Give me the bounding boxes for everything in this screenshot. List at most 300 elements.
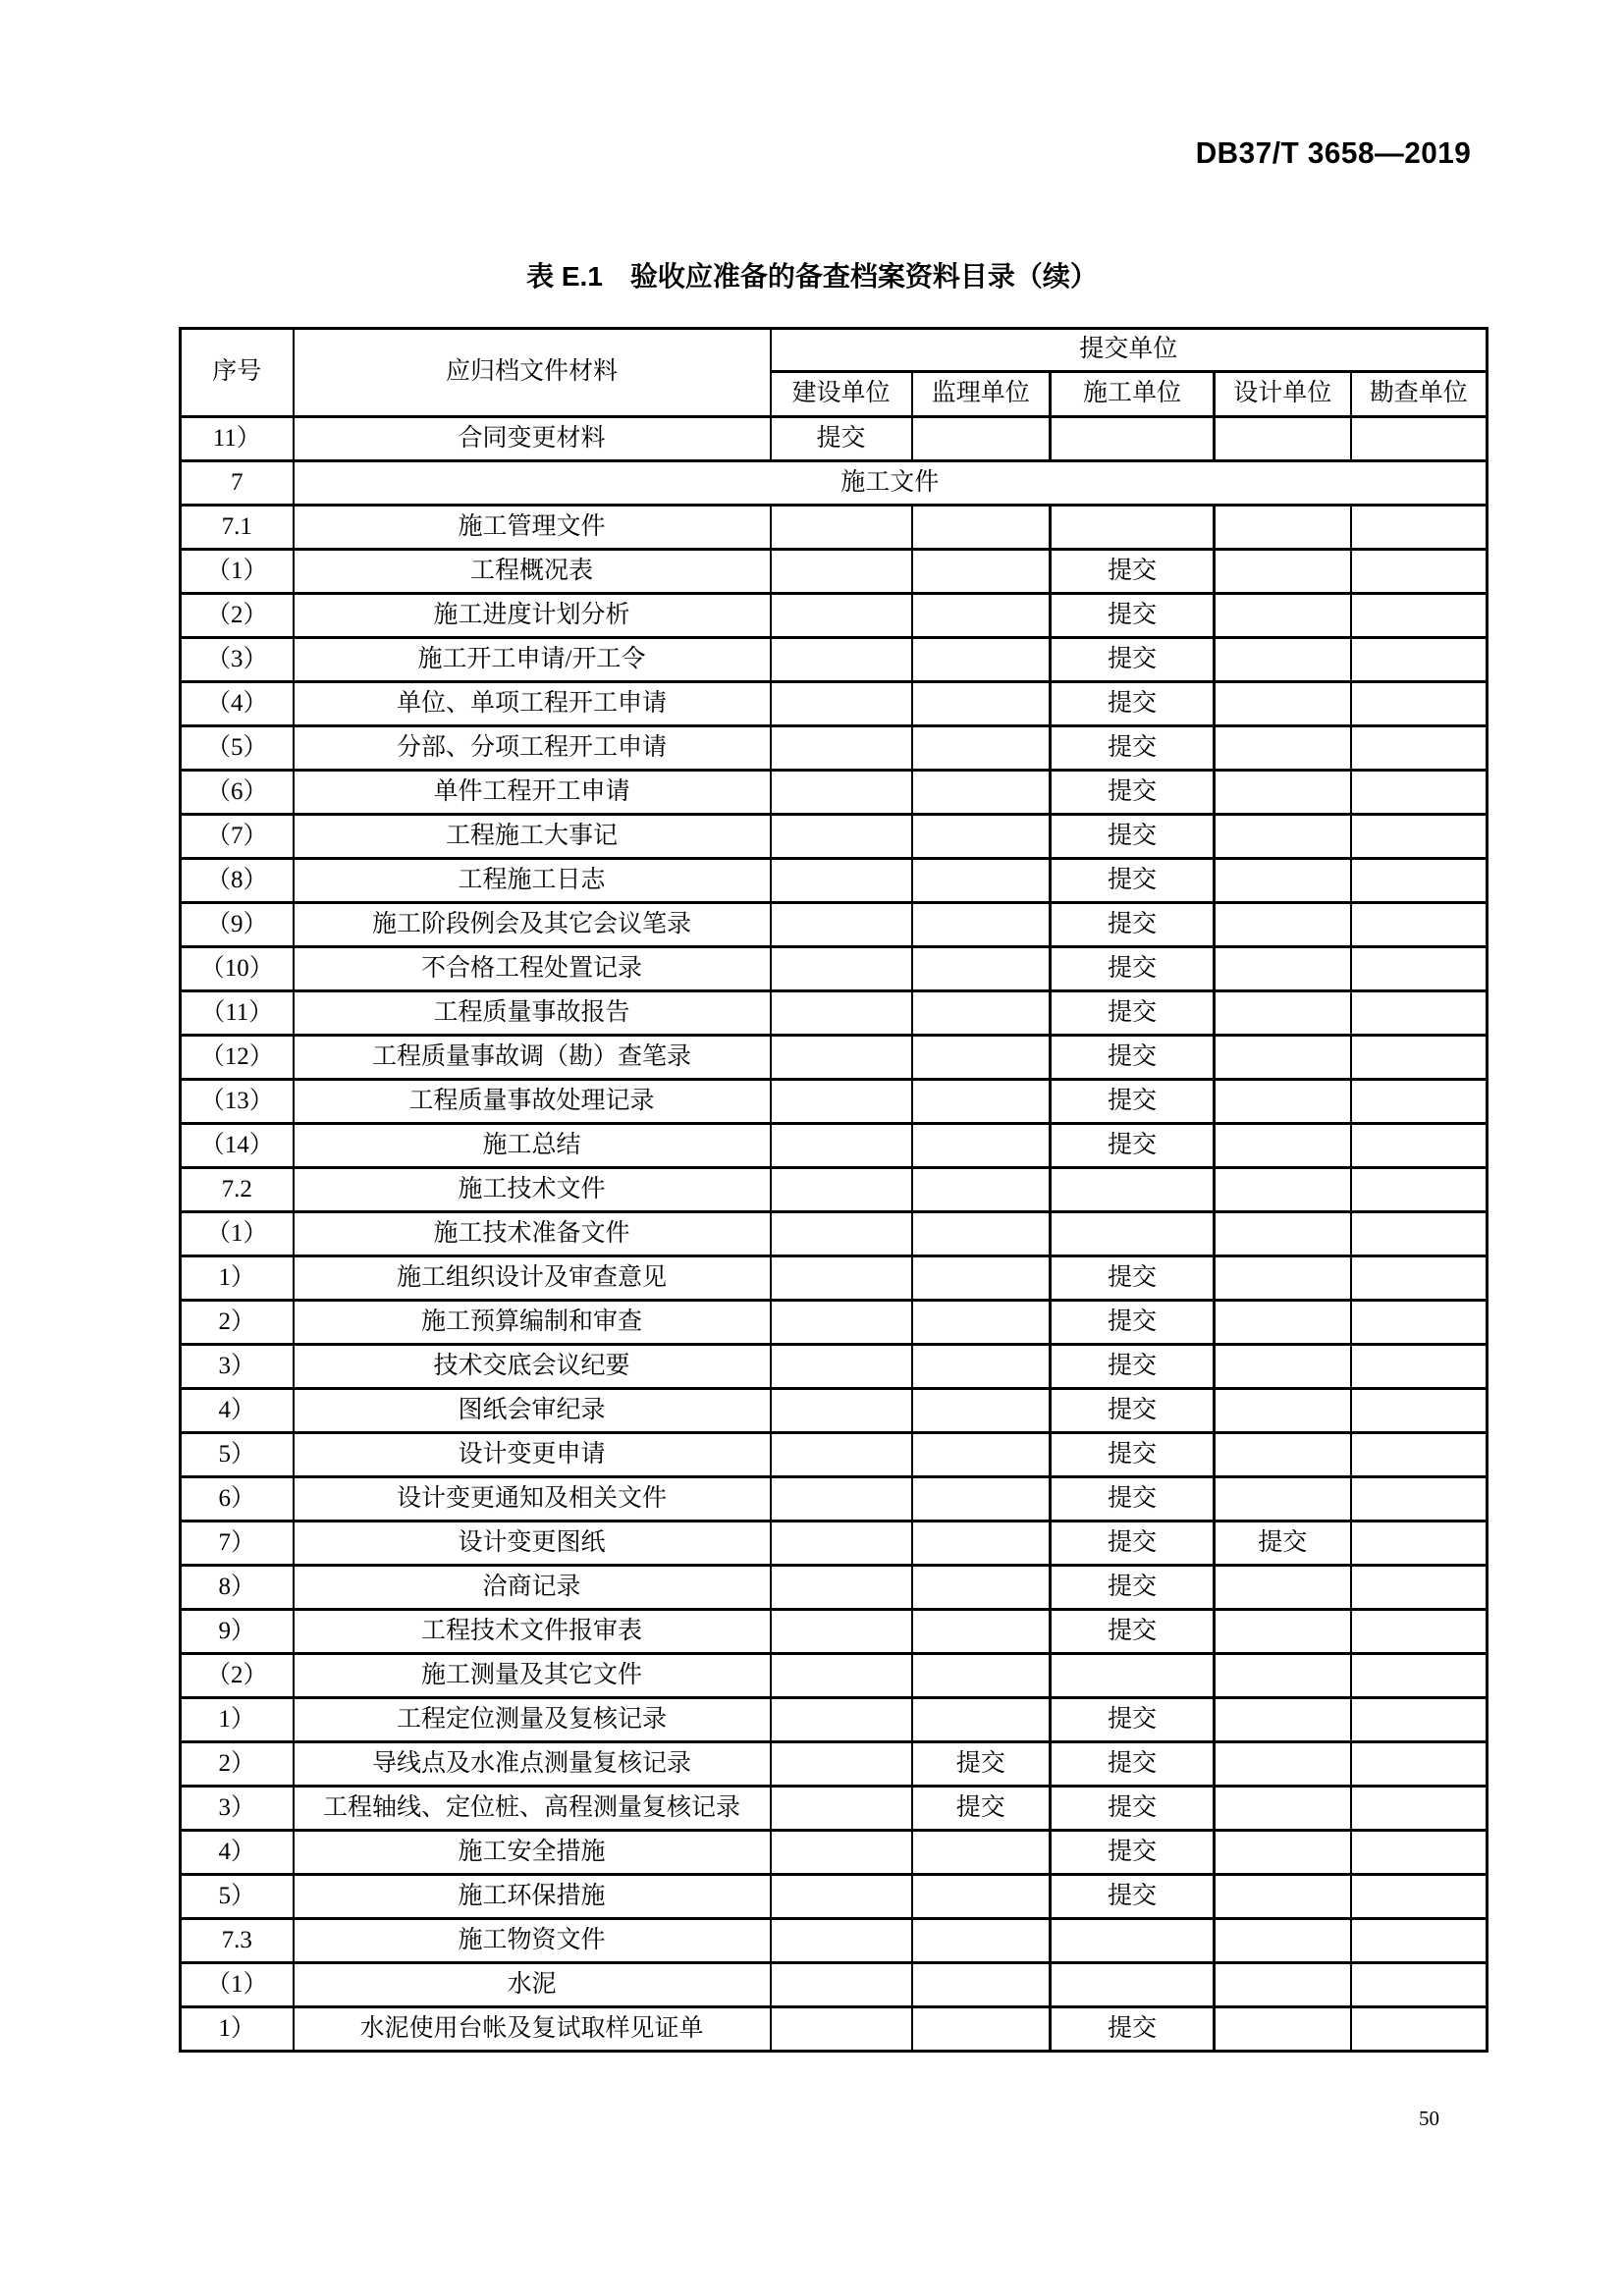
table-row <box>181 550 1488 594</box>
cell-submit-design <box>1215 1919 1351 1963</box>
cell-submit-build <box>771 1345 912 1389</box>
cell-submit-build: 提交 <box>771 417 912 461</box>
cell-submit-survey <box>1351 1787 1488 1831</box>
cell-submit-supervise <box>912 638 1051 682</box>
cell-serial: 9） <box>181 1610 294 1654</box>
cell-material: 设计变更申请 <box>294 1433 771 1477</box>
table-row <box>181 506 1488 550</box>
cell-submit-design <box>1215 1831 1351 1875</box>
cell-submit-construct: 提交 <box>1051 859 1215 903</box>
cell-submit-design <box>1215 1345 1351 1389</box>
cell-submit-construct: 提交 <box>1051 1742 1215 1787</box>
cell-serial: 3） <box>181 1787 294 1831</box>
cell-material: 施工组织设计及审查意见 <box>294 1256 771 1301</box>
cell-submit-build <box>771 859 912 903</box>
cell-submit-supervise: 提交 <box>912 1742 1051 1787</box>
cell-submit-construct: 提交 <box>1051 1433 1215 1477</box>
cell-submit-design <box>1215 1654 1351 1698</box>
table-row <box>181 1787 1488 1831</box>
cell-submit-construct: 提交 <box>1051 682 1215 726</box>
cell-material: 工程质量事故报告 <box>294 991 771 1036</box>
table-row <box>181 1963 1488 2007</box>
table-row <box>181 1389 1488 1433</box>
cell-serial: （12） <box>181 1036 294 1080</box>
cell-submit-design <box>1215 1168 1351 1212</box>
cell-submit-construct: 提交 <box>1051 771 1215 815</box>
cell-submit-survey <box>1351 1522 1488 1566</box>
cell-submit-construct <box>1051 1212 1215 1256</box>
cell-serial: （1） <box>181 1963 294 2007</box>
cell-submit-build <box>771 2007 912 2052</box>
cell-material: 施工开工申请/开工令 <box>294 638 771 682</box>
cell-serial: 5） <box>181 1433 294 1477</box>
cell-submit-construct <box>1051 417 1215 461</box>
cell-submit-design <box>1215 638 1351 682</box>
cell-submit-survey <box>1351 682 1488 726</box>
table-row <box>181 1433 1488 1477</box>
cell-submit-design <box>1215 1963 1351 2007</box>
cell-submit-construct: 提交 <box>1051 1610 1215 1654</box>
header-unit-design: 设计单位 <box>1215 372 1351 417</box>
cell-submit-survey <box>1351 1477 1488 1522</box>
cell-serial: 1） <box>181 1698 294 1742</box>
cell-submit-survey <box>1351 815 1488 859</box>
header-submit-group: 提交单位 <box>771 329 1488 372</box>
cell-submit-construct: 提交 <box>1051 991 1215 1036</box>
cell-material: 工程质量事故调（勘）查笔录 <box>294 1036 771 1080</box>
cell-submit-survey <box>1351 1566 1488 1610</box>
cell-submit-supervise <box>912 1433 1051 1477</box>
table-row <box>181 1301 1488 1345</box>
cell-submit-build <box>771 1389 912 1433</box>
cell-submit-build <box>771 1301 912 1345</box>
cell-submit-construct: 提交 <box>1051 1036 1215 1080</box>
header-unit-build: 建设单位 <box>771 372 912 417</box>
cell-material: 单件工程开工申请 <box>294 771 771 815</box>
cell-submit-design <box>1215 991 1351 1036</box>
table-row <box>181 1477 1488 1522</box>
table-row <box>181 1566 1488 1610</box>
page-number: 50 <box>1419 2107 1439 2130</box>
cell-serial: （1） <box>181 550 294 594</box>
cell-serial: 1） <box>181 2007 294 2052</box>
table-row <box>181 1256 1488 1301</box>
cell-submit-survey <box>1351 1124 1488 1168</box>
cell-submit-build <box>771 903 912 947</box>
cell-submit-survey <box>1351 1080 1488 1124</box>
cell-submit-construct: 提交 <box>1051 726 1215 771</box>
cell-submit-design <box>1215 815 1351 859</box>
cell-submit-survey <box>1351 726 1488 771</box>
cell-submit-supervise <box>912 417 1051 461</box>
cell-serial: （7） <box>181 815 294 859</box>
cell-material: 施工测量及其它文件 <box>294 1654 771 1698</box>
cell-submit-design <box>1215 594 1351 638</box>
cell-submit-survey <box>1351 506 1488 550</box>
cell-submit-build <box>771 991 912 1036</box>
cell-submit-design <box>1215 1566 1351 1610</box>
cell-submit-survey <box>1351 1036 1488 1080</box>
cell-submit-survey <box>1351 1698 1488 1742</box>
cell-submit-construct: 提交 <box>1051 550 1215 594</box>
cell-submit-survey <box>1351 1654 1488 1698</box>
cell-submit-supervise <box>912 1389 1051 1433</box>
cell-submit-supervise <box>912 2007 1051 2052</box>
cell-serial: （5） <box>181 726 294 771</box>
table-row <box>181 1698 1488 1742</box>
cell-submit-supervise <box>912 1168 1051 1212</box>
cell-material: 不合格工程处置记录 <box>294 947 771 991</box>
cell-submit-survey <box>1351 903 1488 947</box>
table-row <box>181 682 1488 726</box>
cell-material: 施工进度计划分析 <box>294 594 771 638</box>
cell-submit-supervise <box>912 1522 1051 1566</box>
cell-submit-supervise <box>912 726 1051 771</box>
cell-submit-supervise <box>912 1654 1051 1698</box>
cell-serial: （2） <box>181 1654 294 1698</box>
cell-submit-design <box>1215 1477 1351 1522</box>
cell-submit-supervise <box>912 1345 1051 1389</box>
cell-serial: 7.3 <box>181 1919 294 1963</box>
table-row <box>181 1212 1488 1256</box>
table-row <box>181 903 1488 947</box>
cell-serial: 5） <box>181 1875 294 1919</box>
cell-submit-supervise: 提交 <box>912 1787 1051 1831</box>
cell-submit-build <box>771 1212 912 1256</box>
cell-submit-design: 提交 <box>1215 1522 1351 1566</box>
cell-submit-build <box>771 1036 912 1080</box>
cell-material: 导线点及水准点测量复核记录 <box>294 1742 771 1787</box>
cell-submit-design <box>1215 1080 1351 1124</box>
cell-material: 施工安全措施 <box>294 1831 771 1875</box>
cell-submit-survey <box>1351 1742 1488 1787</box>
cell-section: 施工文件 <box>294 461 1488 506</box>
cell-submit-construct <box>1051 1654 1215 1698</box>
cell-material: 单位、单项工程开工申请 <box>294 682 771 726</box>
cell-submit-construct: 提交 <box>1051 1256 1215 1301</box>
cell-material: 工程质量事故处理记录 <box>294 1080 771 1124</box>
cell-submit-supervise <box>912 550 1051 594</box>
table-row <box>181 1124 1488 1168</box>
cell-submit-supervise <box>912 859 1051 903</box>
cell-submit-supervise <box>912 1875 1051 1919</box>
section-row <box>181 461 1488 506</box>
cell-submit-build <box>771 1256 912 1301</box>
cell-submit-build <box>771 1831 912 1875</box>
cell-submit-supervise <box>912 1566 1051 1610</box>
cell-material: 施工预算编制和审查 <box>294 1301 771 1345</box>
cell-submit-survey <box>1351 1168 1488 1212</box>
header-material: 应归档文件材料 <box>294 329 771 417</box>
cell-submit-build <box>771 1919 912 1963</box>
cell-submit-build <box>771 1168 912 1212</box>
cell-submit-design <box>1215 903 1351 947</box>
cell-serial: 3） <box>181 1345 294 1389</box>
cell-submit-supervise <box>912 991 1051 1036</box>
table-row <box>181 1345 1488 1389</box>
cell-submit-build <box>771 1654 912 1698</box>
cell-submit-design <box>1215 726 1351 771</box>
table-row <box>181 1654 1488 1698</box>
cell-submit-supervise <box>912 1212 1051 1256</box>
cell-material: 工程轴线、定位桩、高程测量复核记录 <box>294 1787 771 1831</box>
cell-submit-build <box>771 1787 912 1831</box>
header-row-1 <box>181 329 1488 372</box>
cell-material: 施工技术准备文件 <box>294 1212 771 1256</box>
cell-submit-survey <box>1351 1875 1488 1919</box>
archive-table <box>179 327 1489 2053</box>
cell-submit-design <box>1215 1787 1351 1831</box>
cell-submit-design <box>1215 859 1351 903</box>
cell-serial: 7 <box>181 461 294 506</box>
cell-submit-construct: 提交 <box>1051 1301 1215 1345</box>
cell-submit-supervise <box>912 1610 1051 1654</box>
cell-submit-supervise <box>912 815 1051 859</box>
cell-submit-survey <box>1351 859 1488 903</box>
cell-submit-design <box>1215 947 1351 991</box>
cell-serial: （8） <box>181 859 294 903</box>
cell-submit-design <box>1215 1875 1351 1919</box>
cell-material: 水泥 <box>294 1963 771 2007</box>
cell-submit-survey <box>1351 1256 1488 1301</box>
cell-submit-survey <box>1351 417 1488 461</box>
cell-serial: （4） <box>181 682 294 726</box>
cell-submit-supervise <box>912 1036 1051 1080</box>
table-row <box>181 1742 1488 1787</box>
cell-submit-design <box>1215 1212 1351 1256</box>
cell-submit-survey <box>1351 1433 1488 1477</box>
cell-serial: （14） <box>181 1124 294 1168</box>
cell-submit-design <box>1215 2007 1351 2052</box>
cell-material: 施工管理文件 <box>294 506 771 550</box>
cell-serial: （2） <box>181 594 294 638</box>
cell-submit-construct: 提交 <box>1051 1787 1215 1831</box>
cell-submit-supervise <box>912 1919 1051 1963</box>
cell-submit-build <box>771 682 912 726</box>
table-row <box>181 1831 1488 1875</box>
cell-submit-construct <box>1051 506 1215 550</box>
cell-submit-construct <box>1051 1919 1215 1963</box>
cell-serial: （3） <box>181 638 294 682</box>
cell-submit-build <box>771 1124 912 1168</box>
header-unit-supervise: 监理单位 <box>912 372 1051 417</box>
cell-submit-supervise <box>912 903 1051 947</box>
table-row <box>181 771 1488 815</box>
cell-submit-supervise <box>912 1301 1051 1345</box>
cell-submit-construct: 提交 <box>1051 1698 1215 1742</box>
cell-serial: 6） <box>181 1477 294 1522</box>
table-row <box>181 1168 1488 1212</box>
cell-submit-build <box>771 506 912 550</box>
cell-submit-design <box>1215 682 1351 726</box>
cell-submit-survey <box>1351 550 1488 594</box>
cell-submit-design <box>1215 506 1351 550</box>
cell-submit-build <box>771 1698 912 1742</box>
cell-submit-design <box>1215 1036 1351 1080</box>
cell-submit-design <box>1215 771 1351 815</box>
cell-material: 工程施工大事记 <box>294 815 771 859</box>
table-row <box>181 947 1488 991</box>
cell-submit-supervise <box>912 1831 1051 1875</box>
doc-code: DB37/T 3658—2019 <box>1195 135 1471 170</box>
cell-submit-survey <box>1351 771 1488 815</box>
table-row <box>181 1080 1488 1124</box>
cell-submit-build <box>771 594 912 638</box>
cell-material: 施工环保措施 <box>294 1875 771 1919</box>
cell-submit-design <box>1215 1433 1351 1477</box>
cell-serial: 1） <box>181 1256 294 1301</box>
cell-material: 工程定位测量及复核记录 <box>294 1698 771 1742</box>
cell-submit-survey <box>1351 1212 1488 1256</box>
cell-submit-construct: 提交 <box>1051 1566 1215 1610</box>
cell-material: 施工总结 <box>294 1124 771 1168</box>
cell-serial: （1） <box>181 1212 294 1256</box>
cell-submit-survey <box>1351 1831 1488 1875</box>
cell-submit-construct: 提交 <box>1051 1345 1215 1389</box>
cell-submit-survey <box>1351 947 1488 991</box>
cell-submit-design <box>1215 1124 1351 1168</box>
table-row <box>181 859 1488 903</box>
cell-serial: 7） <box>181 1522 294 1566</box>
cell-serial: （9） <box>181 903 294 947</box>
cell-submit-supervise <box>912 594 1051 638</box>
cell-submit-survey <box>1351 1610 1488 1654</box>
table-caption: 表 E.1 验收应准备的备查档案资料目录（续） <box>526 261 1098 292</box>
table-row <box>181 1036 1488 1080</box>
cell-submit-construct: 提交 <box>1051 1875 1215 1919</box>
cell-material: 图纸会审纪录 <box>294 1389 771 1433</box>
cell-submit-construct: 提交 <box>1051 594 1215 638</box>
table-row <box>181 638 1488 682</box>
cell-submit-design <box>1215 1698 1351 1742</box>
cell-submit-survey <box>1351 1963 1488 2007</box>
cell-submit-supervise <box>912 771 1051 815</box>
cell-submit-supervise <box>912 506 1051 550</box>
cell-serial: 7.1 <box>181 506 294 550</box>
cell-submit-build <box>771 1742 912 1787</box>
table-row <box>181 594 1488 638</box>
cell-submit-survey <box>1351 594 1488 638</box>
cell-submit-supervise <box>912 1256 1051 1301</box>
cell-material: 水泥使用台帐及复试取样见证单 <box>294 2007 771 2052</box>
cell-serial: 4） <box>181 1831 294 1875</box>
cell-material: 洽商记录 <box>294 1566 771 1610</box>
cell-serial: （13） <box>181 1080 294 1124</box>
cell-serial: （6） <box>181 771 294 815</box>
cell-submit-supervise <box>912 947 1051 991</box>
cell-submit-build <box>771 1522 912 1566</box>
cell-material: 技术交底会议纪要 <box>294 1345 771 1389</box>
cell-submit-build <box>771 1080 912 1124</box>
cell-submit-supervise <box>912 1698 1051 1742</box>
cell-submit-build <box>771 1433 912 1477</box>
cell-serial: 4） <box>181 1389 294 1433</box>
cell-serial: （10） <box>181 947 294 991</box>
cell-submit-design <box>1215 1610 1351 1654</box>
table-row <box>181 726 1488 771</box>
cell-serial: 11） <box>181 417 294 461</box>
cell-material: 施工技术文件 <box>294 1168 771 1212</box>
cell-submit-construct <box>1051 1963 1215 2007</box>
cell-serial: 7.2 <box>181 1168 294 1212</box>
table-row <box>181 1875 1488 1919</box>
cell-submit-design <box>1215 550 1351 594</box>
cell-submit-supervise <box>912 1963 1051 2007</box>
table-row <box>181 815 1488 859</box>
cell-submit-construct: 提交 <box>1051 1124 1215 1168</box>
cell-submit-design <box>1215 1742 1351 1787</box>
cell-submit-supervise <box>912 682 1051 726</box>
table-row <box>181 1522 1488 1566</box>
cell-material: 分部、分项工程开工申请 <box>294 726 771 771</box>
cell-submit-construct: 提交 <box>1051 1477 1215 1522</box>
cell-submit-supervise <box>912 1080 1051 1124</box>
cell-submit-construct: 提交 <box>1051 1522 1215 1566</box>
cell-material: 工程概况表 <box>294 550 771 594</box>
cell-serial: 8） <box>181 1566 294 1610</box>
cell-submit-build <box>771 1875 912 1919</box>
cell-material: 工程技术文件报审表 <box>294 1610 771 1654</box>
cell-submit-build <box>771 771 912 815</box>
cell-submit-design <box>1215 1256 1351 1301</box>
cell-submit-design <box>1215 417 1351 461</box>
cell-submit-design <box>1215 1389 1351 1433</box>
header-serial: 序号 <box>181 329 294 417</box>
cell-submit-construct: 提交 <box>1051 2007 1215 2052</box>
table-body <box>181 417 1488 2052</box>
cell-material: 合同变更材料 <box>294 417 771 461</box>
cell-submit-design <box>1215 1301 1351 1345</box>
cell-material: 工程施工日志 <box>294 859 771 903</box>
cell-submit-supervise <box>912 1477 1051 1522</box>
cell-material: 设计变更图纸 <box>294 1522 771 1566</box>
cell-serial: 2） <box>181 1301 294 1345</box>
table-row <box>181 417 1488 461</box>
cell-submit-construct: 提交 <box>1051 1080 1215 1124</box>
cell-submit-construct: 提交 <box>1051 815 1215 859</box>
cell-submit-build <box>771 726 912 771</box>
cell-material: 施工物资文件 <box>294 1919 771 1963</box>
cell-submit-survey <box>1351 1345 1488 1389</box>
cell-submit-survey <box>1351 2007 1488 2052</box>
cell-submit-construct: 提交 <box>1051 947 1215 991</box>
cell-submit-build <box>771 638 912 682</box>
cell-submit-build <box>771 947 912 991</box>
cell-submit-construct: 提交 <box>1051 903 1215 947</box>
cell-material: 设计变更通知及相关文件 <box>294 1477 771 1522</box>
cell-submit-construct <box>1051 1168 1215 1212</box>
cell-submit-build <box>771 550 912 594</box>
table-row <box>181 991 1488 1036</box>
cell-submit-survey <box>1351 991 1488 1036</box>
cell-submit-construct: 提交 <box>1051 638 1215 682</box>
cell-submit-survey <box>1351 1389 1488 1433</box>
table-row <box>181 2007 1488 2052</box>
cell-submit-build <box>771 1566 912 1610</box>
cell-submit-construct: 提交 <box>1051 1831 1215 1875</box>
cell-serial: （11） <box>181 991 294 1036</box>
cell-submit-build <box>771 1477 912 1522</box>
cell-submit-survey <box>1351 1919 1488 1963</box>
table-row <box>181 1610 1488 1654</box>
cell-submit-supervise <box>912 1124 1051 1168</box>
header-unit-survey: 勘查单位 <box>1351 372 1488 417</box>
header-unit-construct: 施工单位 <box>1051 372 1215 417</box>
cell-submit-survey <box>1351 638 1488 682</box>
cell-submit-construct: 提交 <box>1051 1389 1215 1433</box>
cell-material: 施工阶段例会及其它会议笔录 <box>294 903 771 947</box>
cell-submit-build <box>771 815 912 859</box>
